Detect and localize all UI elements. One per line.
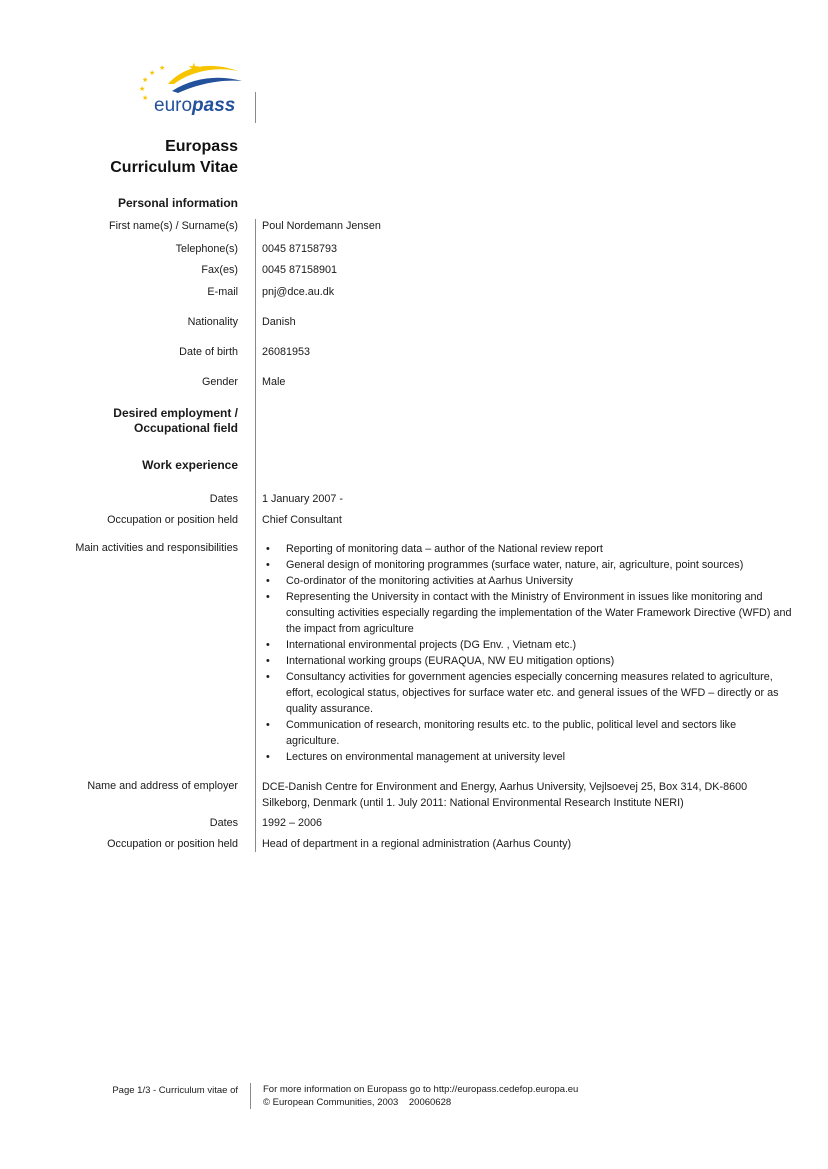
page-title (0, 136, 250, 178)
field-value: Poul Nordemann Jensen (262, 220, 381, 232)
section-desired-employment (0, 406, 828, 436)
field-label: Date of birth (179, 346, 238, 358)
activity-item: • Consultancy activities for government agencies especially concerning measures related to agriculture, effort, ecological status, objectives for surface water etc. and general issues of the WFD – directly or as quality assurance. (262, 669, 792, 717)
page-footer (0, 1083, 828, 1109)
field-label: Occupation or position held (107, 838, 238, 850)
section-work-experience (0, 458, 828, 473)
logo-text-euro: euro (154, 95, 193, 116)
row-email (0, 285, 828, 300)
field-value: Chief Consultant (262, 514, 342, 526)
field-value: 1992 – 2006 (262, 817, 323, 829)
row-telephone (0, 242, 828, 257)
row-employer-job1 (0, 779, 828, 811)
field-label: Gender (201, 376, 238, 388)
row-occupation-job2 (0, 837, 828, 852)
activity-item: • International working groups (EURAQUA, NW EU mitigation options) (262, 653, 792, 669)
field-label: Name and address of employer (87, 780, 238, 792)
activity-item: • General design of monitoring programmes (surface water, nature, air, agriculture, point sources) (262, 557, 792, 573)
svg-text:★: ★ (139, 86, 146, 93)
row-dates-job2 (0, 816, 828, 831)
section-heading-desired-employment (0, 406, 250, 436)
field-label: Occupation or position held (107, 514, 238, 526)
svg-text:★: ★ (142, 95, 149, 102)
europass-logo (138, 58, 250, 118)
row-first-name (0, 219, 828, 234)
page-title-line1: Europass (165, 138, 238, 155)
page-title-line2: Curriculum Vitae (110, 159, 238, 176)
heading-line1: Desired employment / (113, 406, 238, 420)
row-dates-job1 (0, 492, 828, 507)
section-heading-personal: Personal information (117, 196, 238, 210)
svg-text:★: ★ (159, 65, 166, 72)
row-date-of-birth (0, 345, 828, 360)
cv-table (0, 219, 828, 852)
activity-item: • International environmental projects (DG Env. , Vietnam etc.) (262, 637, 792, 653)
field-value: Head of department in a regional administration (Aarhus County) (262, 838, 572, 850)
field-label: Main activities and responsibilities (75, 542, 238, 554)
field-label: Dates (209, 493, 238, 505)
field-value: Male (262, 376, 286, 388)
heading-line2: Occupational field (133, 421, 238, 435)
field-value: 1 January 2007 - (262, 493, 344, 505)
field-value: 0045 87158793 (262, 243, 338, 255)
field-value: 0045 87158901 (262, 264, 338, 276)
row-nationality (0, 315, 828, 330)
activities-list (262, 541, 792, 765)
field-label: Fax(es) (201, 264, 238, 276)
activity-item: • Lectures on environmental management at university level (262, 749, 792, 765)
europass-logo-graphic (138, 58, 250, 118)
divider-top-segment (255, 92, 256, 123)
field-label: Telephone(s) (175, 243, 238, 255)
footer-copyright-line: © European Communities, 2003 20060628 (263, 1097, 452, 1108)
row-gender (0, 375, 828, 390)
field-label: Nationality (187, 316, 238, 328)
row-main-activities (0, 541, 828, 765)
field-label: First name(s) / Surname(s) (109, 220, 238, 232)
field-value: pnj@dce.au.dk (262, 286, 335, 298)
footer-info (250, 1083, 578, 1109)
footer-info-line: For more information on Europass go to http://europass.cedefop.europa.eu (263, 1084, 579, 1095)
logo-bird-icon (168, 60, 242, 93)
field-value: Danish (262, 316, 296, 328)
activity-item: • Communication of research, monitoring results etc. to the public, political level and sectors like agriculture. (262, 717, 792, 749)
section-personal-information (0, 196, 828, 211)
activity-item: • Representing the University in contact with the Ministry of Environment in issues like monitoring and consulting activities especially regarding the implementation of the Water Framework Directive (WFD) and the impact from agriculture (262, 589, 792, 637)
field-value: DCE-Danish Centre for Environment and Energy, Aarhus University, Vejlsoevej 25, Box 314, DK-8600 Silkeborg, Denmark (until 1. July 2011: National Environmental Research Institute NERI) (262, 781, 748, 809)
field-value: 26081953 (262, 346, 311, 358)
logo-wordmark (154, 95, 235, 116)
footer-page-number: Page 1/3 - Curriculum vitae of (112, 1085, 238, 1096)
field-label: Dates (209, 817, 238, 829)
svg-text:★: ★ (149, 70, 156, 77)
row-occupation-job1 (0, 513, 828, 528)
svg-text:★: ★ (142, 77, 149, 84)
row-fax (0, 263, 828, 278)
field-value (250, 541, 828, 765)
activity-item: • Co-ordinator of the monitoring activities at Aarhus University (262, 573, 792, 589)
activity-item: • Reporting of monitoring data – author of the National review report (262, 541, 792, 557)
logo-head-star-icon: ★ (188, 60, 200, 75)
logo-text-pass: pass (192, 95, 236, 116)
field-label: E-mail (207, 286, 238, 298)
section-heading-work-experience: Work experience (142, 458, 238, 472)
